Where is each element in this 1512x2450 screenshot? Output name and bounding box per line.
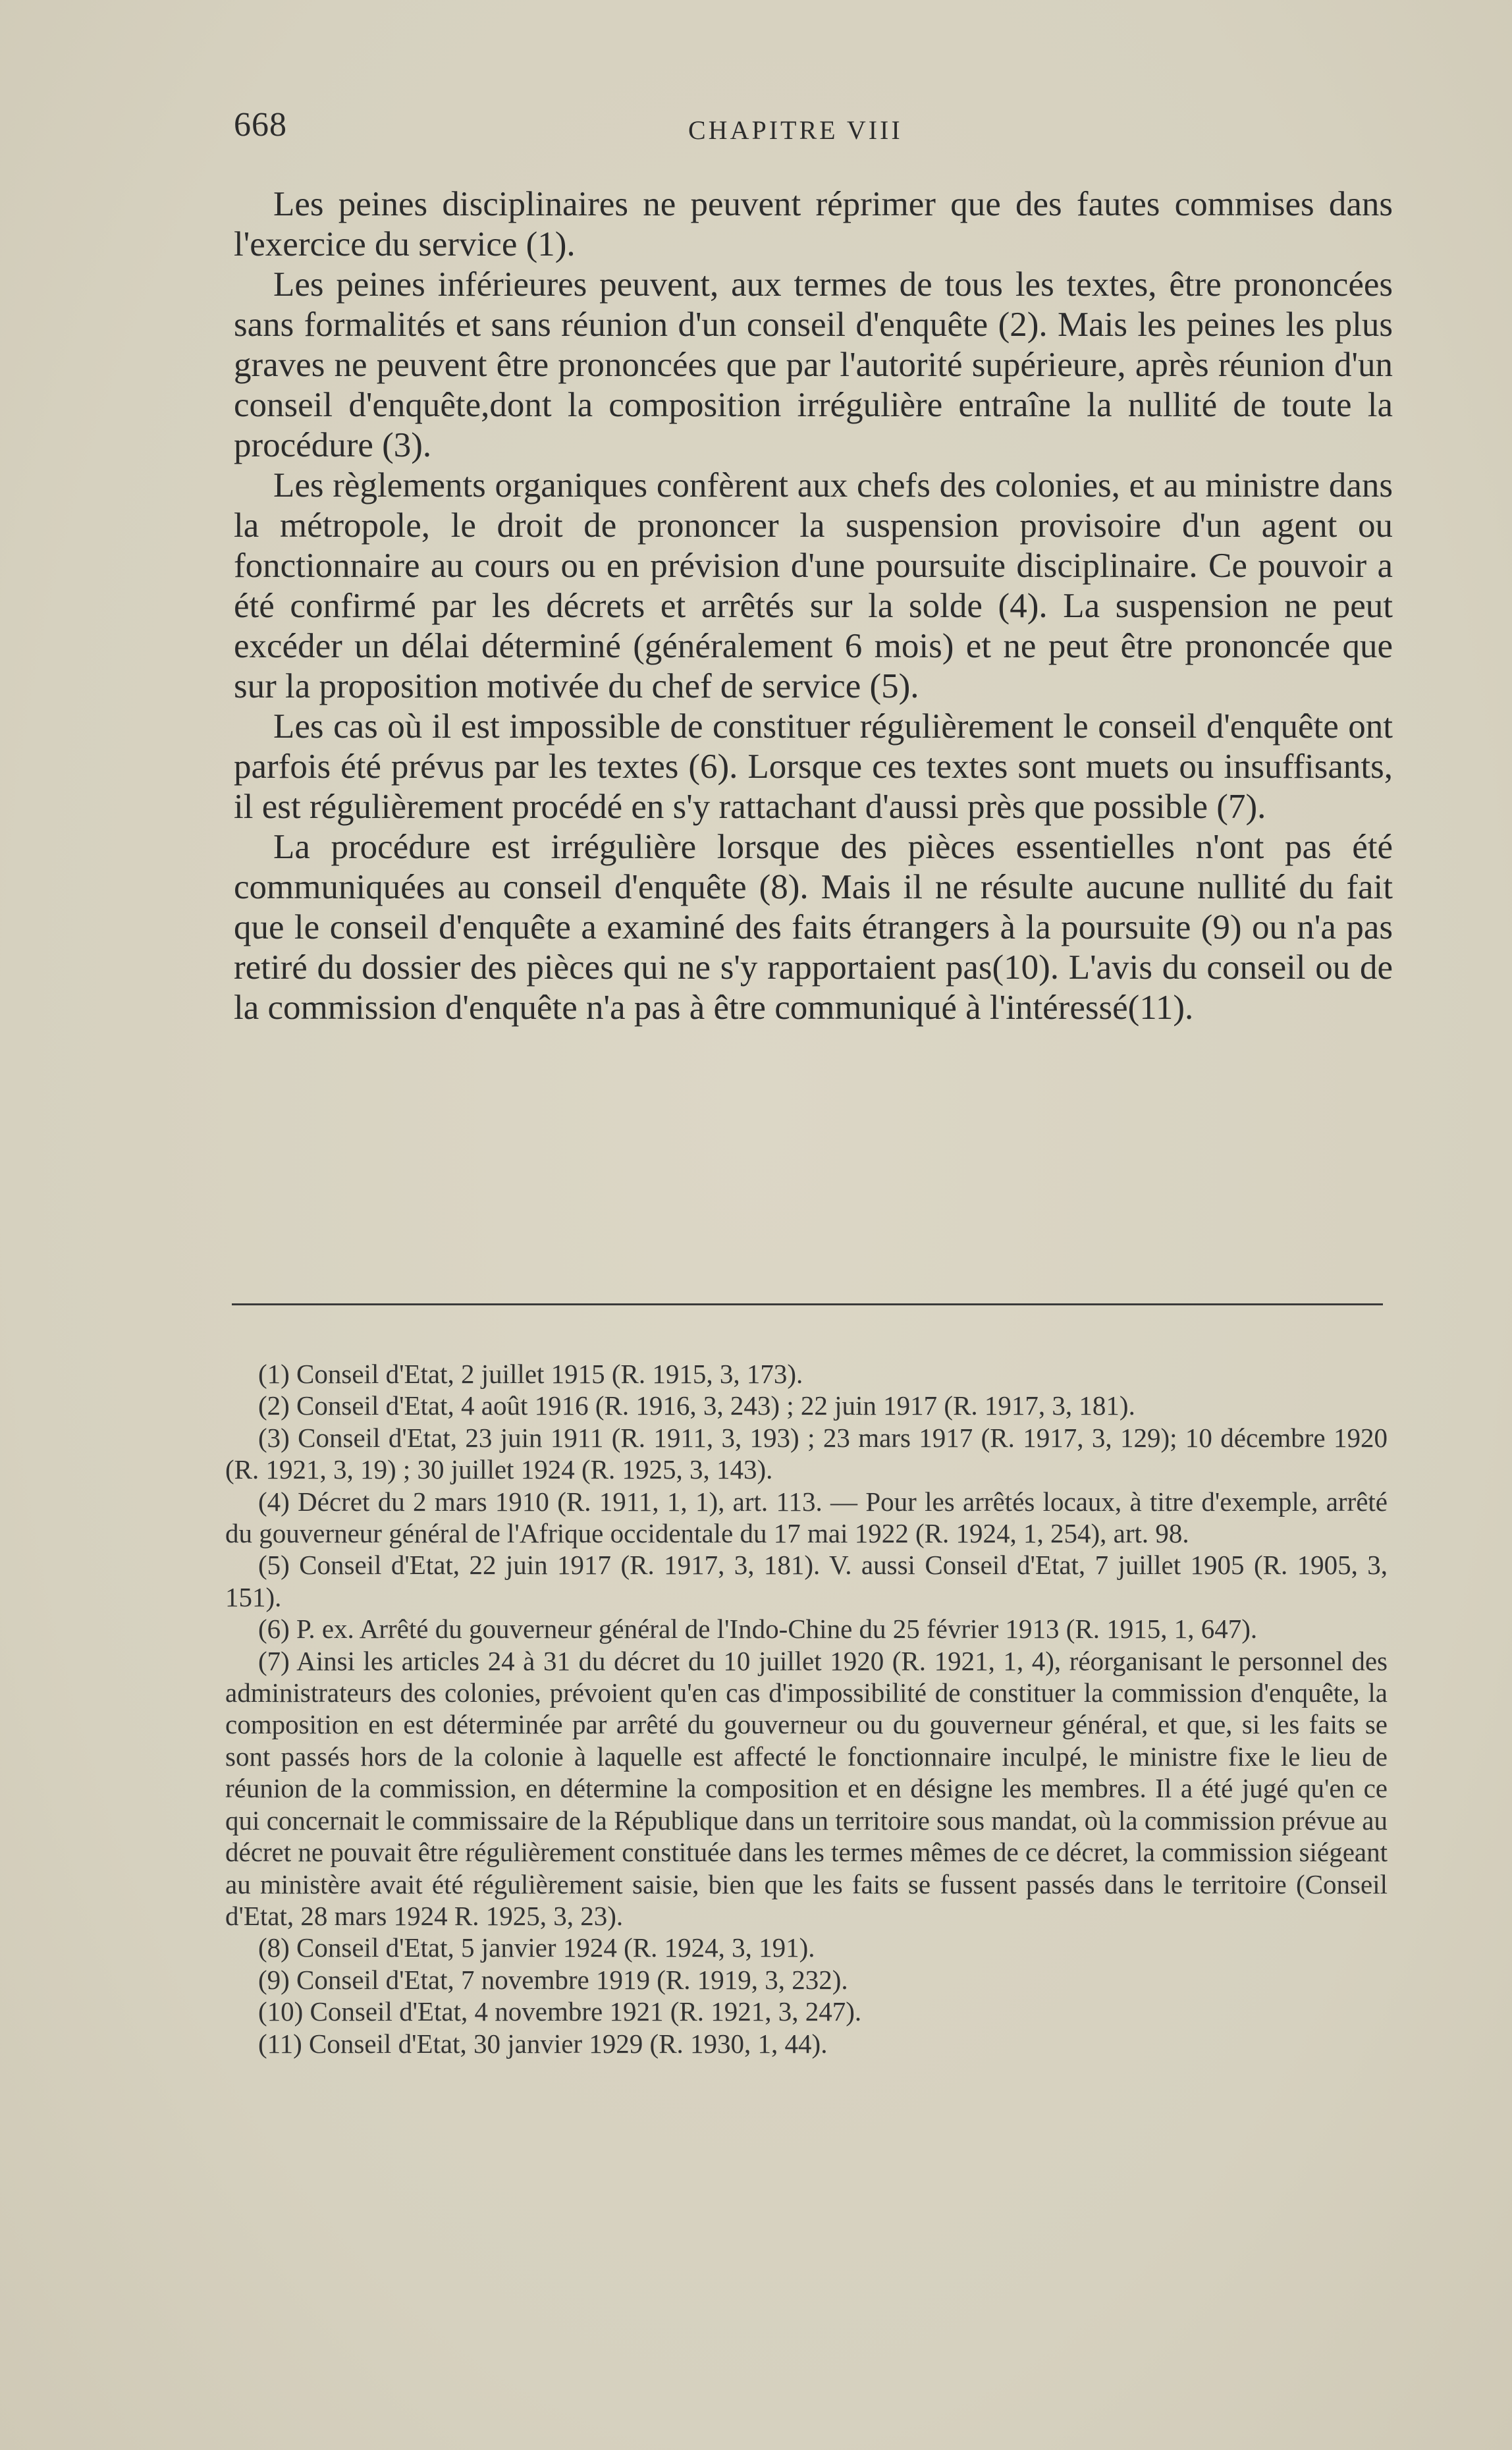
footnote: (11) Conseil d'Etat, 30 janvier 1929 (R. 1930, 1, 44). [258,2028,828,2059]
page-header [234,105,1376,158]
footnotes [225,1358,1388,2059]
page-number: 668 [234,106,287,144]
footnote: (7) Ainsi les articles 24 à 31 du décret du 10 juillet 1920 (R. 1921, 1, 4), réorganisant le personnel des administrateurs des colonies, prévoient qu'en cas d'impossibilité de constituer la commission d'enquête, la composition en est déterminée par arrêté du gouverneur ou du gouverneur général, et que, si les faits se sont passés hors de la colonie à laquelle est affecté le fonctionnaire inculpé, le ministre fixe le lieu de réunion de la commission, en détermine la composition et en désigne les membres. Il a été jugé qu'en ce qui concernait le commissaire de la République dans un territoire sous mandat, où la commission prévue au décret ne pouvait être régulièrement constituée dans les termes mêmes de ce décret, la commission siégeant au ministère avait été régulièrement saisie, bien que les faits se fussent passés dans le territoire (Conseil d'Etat, 28 mars 1924 R. 1925, 3, 23). [225,1645,1388,1931]
running-title: CHAPITRE VIII [688,115,903,145]
footnote: (10) Conseil d'Etat, 4 novembre 1921 (R. 1921, 3, 247). [258,1996,862,2027]
footnote: (5) Conseil d'Etat, 22 juin 1917 (R. 1917, 3, 181). V. aussi Conseil d'Etat, 7 juillet 1905 (R. 1905, 3, 151). [225,1550,1388,1612]
paragraph: Les cas où il est impossible de constituer régulièrement le conseil d'enquête ont parfois été prévus par les textes (6). Lorsque ces textes sont muets ou insuffisants, il est régulièrement procédé en s'y rattachant d'aussi près que possible (7). [234,707,1393,826]
footnote: (2) Conseil d'Etat, 4 août 1916 (R. 1916, 3, 243) ; 22 juin 1917 (R. 1917, 3, 181). [258,1390,1135,1421]
paragraph: Les peines inférieures peuvent, aux termes de tous les textes, être prononcées sans formalités et sans réunion d'un conseil d'enquête (2). Mais les peines les plus graves ne peuvent être prononcées que par l'autorité supérieure, après réunion d'un conseil d'enquête,dont la composition irrégulière entraîne la nullité de toute la procédure (3). [234,265,1393,464]
footnote: (3) Conseil d'Etat, 23 juin 1911 (R. 1911, 3, 193) ; 23 mars 1917 (R. 1917, 3, 129); 10 décembre 1920 (R. 1921, 3, 19) ; 30 juillet 1924 (R. 1925, 3, 143). [225,1422,1388,1485]
main-text [234,184,1393,1028]
paragraph: Les règlements organiques confèrent aux chefs des colonies, et au ministre dans la métropole, le droit de prononcer la suspension provisoire d'un agent ou fonctionnaire au cours ou en prévision d'une poursuite disciplinaire. Ce pouvoir a été confirmé par les décrets et arrêtés sur la solde (4). La suspension ne peut excéder un délai déterminé (généralement 6 mois) et ne peut être prononcée que sur la proposition motivée du chef de service (5). [234,466,1393,705]
footnote: (1) Conseil d'Etat, 2 juillet 1915 (R. 1915, 3, 173). [258,1359,803,1389]
footnote: (8) Conseil d'Etat, 5 janvier 1924 (R. 1924, 3, 191). [258,1932,815,1963]
footnote-separator [232,1303,1383,1305]
footnote: (6) P. ex. Arrêté du gouverneur général de l'Indo-Chine du 25 février 1913 (R. 1915, 1, 647). [258,1614,1258,1645]
paragraph: La procédure est irrégulière lorsque des pièces essentielles n'ont pas été communiquées au conseil d'enquête (8). Mais il ne résulte aucune nullité du fait que le conseil d'enquête a examiné des faits étrangers à la poursuite (9) ou n'a pas retiré du dossier des pièces qui ne s'y rapportaient pas(10). L'avis du conseil ou de la commission d'enquête n'a pas à être communiqué à l'intéressé(11). [234,828,1393,1027]
paragraph: Les peines disciplinaires ne peuvent réprimer que des fautes commises dans l'exercice du service (1). [234,185,1393,263]
footnote: (9) Conseil d'Etat, 7 novembre 1919 (R. 1919, 3, 232). [258,1964,848,1995]
footnote: (4) Décret du 2 mars 1910 (R. 1911, 1, 1), art. 113. — Pour les arrêtés locaux, à titre d'exemple, arrêté du gouverneur général de l'Afrique occidentale du 17 mai 1922 (R. 1924, 1, 254), art. 98. [225,1486,1388,1549]
